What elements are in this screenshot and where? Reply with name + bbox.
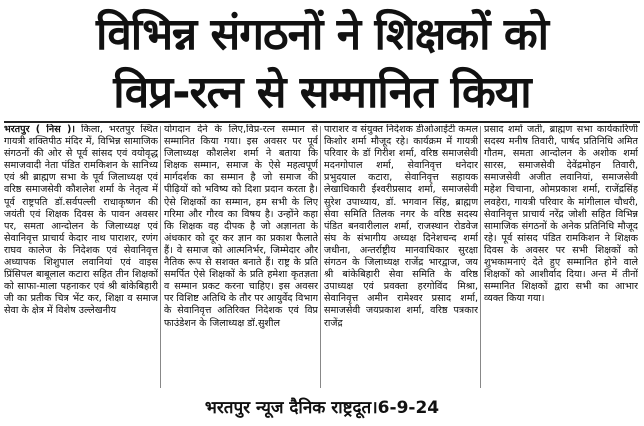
column-divider [480,126,481,388]
column-1-text: किला, भरतपुर स्थित गायत्री शक्तिपीठ मंदिर में, विभिन्न सामाजिक संगठनों की ओर से पूर्व सांसद एवं वयोवृद्ध समाजवादी नेता पंडित रामकिशन के सानिध्य एवं श्री ब्राह्मण सभा के पूर्व जिलाध्यक्ष एवं वरिष्ठ समाजसेवी कौशलेश शर्मा के नेतृत्व में पूर्व राष्ट्रपति डॉ.सर्वपल्ली राधाकृष्णन की जयंती एवं शिक्षक दिवस के पावन अवसर पर, समता आन्दोलन के जिलाध्यक्ष एवं सेवानिवृत्त प्राचार्य केदार नाथ पाराशर, रणंग राघव कालेज के निदेशक एवं सेवानिवृत्त अध्यापक शिशुपाल लवानियां एवं वाइस प्रिंसिपल बाबूलाल कटारा सहित तीन शिक्षकों को साफा-माला पहनाकर एवं श्री बांकेबिहारी जी का प्रतीक चित्र भेंट कर, शिक्षा व समाज सेवा के क्षेत्र में विशेष उल्लेखनीय [4,124,158,317]
headline-line-1: विभिन्न संगठनों ने शिक्षकों को [95,9,549,60]
column-divider [320,126,321,388]
column-2-text: योगदान देने के लिए,विप्र-रत्न सम्मान से सम्मानित किया गया। इस अवसर पर पूर्व जिलाध्यक्ष कौशलेश शर्मा ने बताया कि शिक्षक सम्मान, समाज के ऐसे महत्वपूर्ण मार्गदर्शक का सम्मान है जो समाज की पीढ़ियों को भविष्य को दिशा प्रदान करता है। ऐसे शिक्षकों का सम्मान, हम सभी के लिए गरिमा और गौरव का विषय है। उन्होंने कहा कि शिक्षक वह दीपक है जो अज्ञानता के अंधकार को दूर कर ज्ञान का प्रकाश फैलाते हैं। वे समाज को आत्मनिर्भर, जिम्मेदार और नैतिक रूप से सशक्त बनाते हैं। राष्ट्र के प्रति समर्पित ऐसे शिक्षकों के प्रति हमेशा कृतज्ञता व सम्मान प्रकट करना चाहिए। इस अवसर पर विशिष्ट अतिथि के तौर पर आयुर्वेद विभाग के सेवानिवृत्त अतिरिक्त निदेशक एवं विप्र फाउंडेशन के जिलाध्यक्ष डॉ.सुशील [164,124,318,329]
article-column-1 [4,124,158,390]
article-column-4 [484,124,638,390]
column-4-text: प्रसाद शर्मा जती, ब्राह्मण सभा कार्यकारिणी सदस्य मनीष तिवारी, पार्षद प्रतिनिधि अमित गौतम, समता आन्दोलन के अशोक शर्मा सारस, समाजसेवी देवेंद्रमोहन तिवारी, समाजसेवी अजीत लवानियां, समाजसेवी महेश चिचाना, ओमप्रकाश शर्मा, राजेंद्रसिंह लवहेरा, गायत्री परिवार के मांगीलाल चौधरी, सेवानिवृत्त प्राचार्य नरेंद्र जोशी सहित विभिन्न सामाजिक संगठनों के अनेक प्रतिनिधि मौजूद रहे। पूर्व सांसद पंडित रामकिशन ने शिक्षक दिवस के अवसर पर सभी शिक्षकों को शुभकामनाएं देते हुए सम्मानित होने वाले शिक्षकों को आशीर्वाद दिया। अन्त में तीनों सम्मानित शिक्षकों द्वारा सभी का आभार व्यक्त किया गया। [484,124,638,305]
article-column-2 [164,124,318,390]
headline-divider [4,121,640,123]
headline-line-2: विप्र-रत्न से सम्मानित किया [113,67,531,118]
column-divider [160,126,161,388]
article-column-3 [324,124,478,390]
column-3-text: पाराशर व संयुक्त निदेशक डीओआईटी कमल किशोर शर्मा मौजूद रहे। कार्यक्रम में गायत्री परिवार के डॉ गिरीश शर्मा, वरिष्ठ समाजसेवी मदनगोपाल शर्मा, सेवानिवृत्त धनेदार प्रभुदयाल कटारा, सेवानिवृत्त सहायक लेखाधिकारी ईश्वरीप्रसाद शर्मा, समाजसेवी सुरेश उपाध्याय, डॉ. भगवान सिंह, ब्राह्मण सेवा समिति तिलक नगर के वरिष्ठ सदस्य पंडित बनवारीलाल शर्मा, राजस्थान रोडवेज संघ के संभागीय अध्यक्ष दिनेशचन्द शर्मा जधीना, अन्तर्राष्ट्रीय मानवाधिकार सुरक्षा संगठन के जिलाध्यक्ष राजेंद्र भारद्वाज, जय श्री बांकेबिहारी सेवा समिति के वरिष्ठ उपाध्यक्ष एवं प्रवक्ता हरगोविंद मिश्रा, सेवानिवृत्त अमीन रामेश्वर प्रसाद शर्मा, समाजसेवी जयप्रकाश शर्मा, वरिष्ठ पत्रकार राजेंद्र [324,124,478,329]
dateline: भरतपुर ( निस )। [4,124,76,135]
source-caption: भरतपुर न्यूज दैनिक राष्ट्रदूत।6-9-24 [204,398,440,418]
